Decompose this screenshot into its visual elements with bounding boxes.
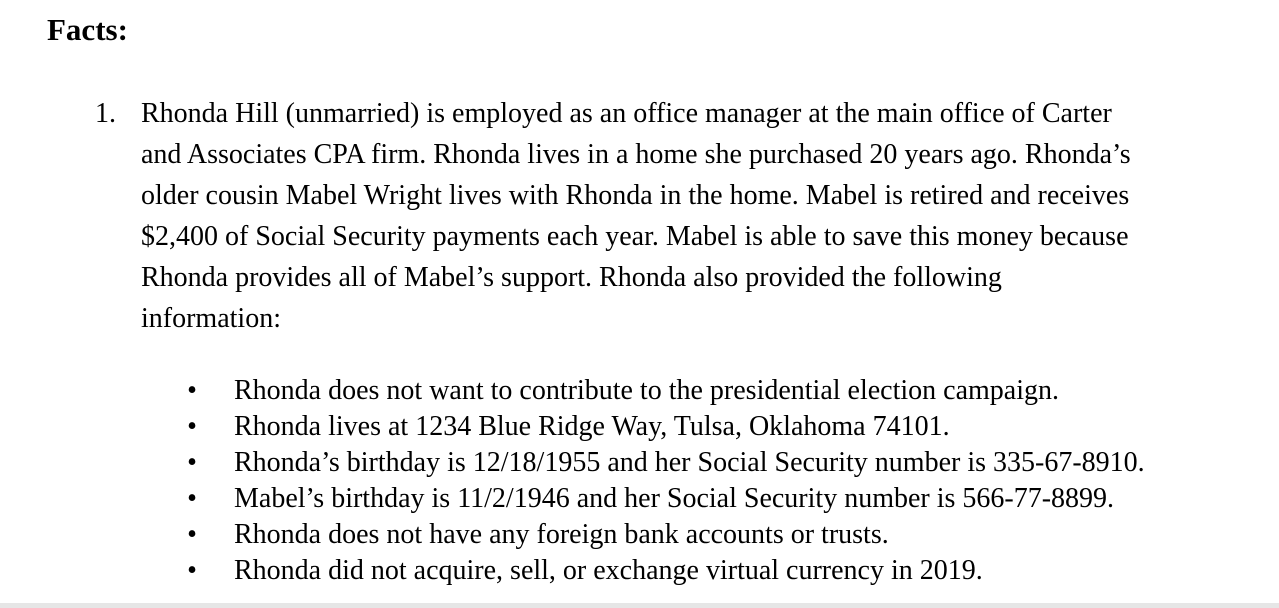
bullet-text: Rhonda’s birthday is 12/18/1955 and her Social Security number is 335-67-8910. — [234, 447, 1145, 478]
bullet-item — [0, 373, 1279, 409]
bullet-icon: • — [187, 519, 197, 550]
paragraph-line: $2,400 of Social Security payments each year. Mabel is able to save this money because — [141, 221, 1129, 252]
fact-paragraph — [141, 93, 1261, 339]
paragraph-line: information: — [141, 303, 281, 334]
bullet-item — [0, 517, 1279, 553]
list-item-number: 1. — [95, 98, 116, 129]
page-bottom-divider — [0, 603, 1279, 608]
bullet-text: Rhonda did not acquire, sell, or exchange virtual currency in 2019. — [234, 555, 983, 586]
section-heading: Facts: — [47, 12, 128, 47]
bullet-text: Rhonda does not have any foreign bank accounts or trusts. — [234, 519, 889, 550]
bullet-item — [0, 481, 1279, 517]
bullet-icon: • — [187, 483, 197, 514]
bullet-icon: • — [187, 375, 197, 406]
paragraph-line: older cousin Mabel Wright lives with Rhonda in the home. Mabel is retired and receives — [141, 180, 1130, 211]
paragraph-line: and Associates CPA firm. Rhonda lives in a home she purchased 20 years ago. Rhonda’s — [141, 139, 1131, 170]
bullet-item — [0, 553, 1279, 589]
bullet-text: Rhonda lives at 1234 Blue Ridge Way, Tulsa, Oklahoma 74101. — [234, 411, 950, 442]
paragraph-line: Rhonda provides all of Mabel’s support. Rhonda also provided the following — [141, 262, 1002, 293]
bullet-text: Rhonda does not want to contribute to the presidential election campaign. — [234, 375, 1060, 406]
bullet-icon: • — [187, 447, 197, 478]
bullet-text: Mabel’s birthday is 11/2/1946 and her Social Security number is 566-77-8899. — [234, 483, 1115, 514]
bullet-icon: • — [187, 411, 197, 442]
bullet-item — [0, 409, 1279, 445]
bullet-icon: • — [187, 555, 197, 586]
fact-bullet-list — [0, 373, 1279, 589]
paragraph-line: Rhonda Hill (unmarried) is employed as an office manager at the main office of Carter — [141, 98, 1112, 129]
bullet-item — [0, 445, 1279, 481]
